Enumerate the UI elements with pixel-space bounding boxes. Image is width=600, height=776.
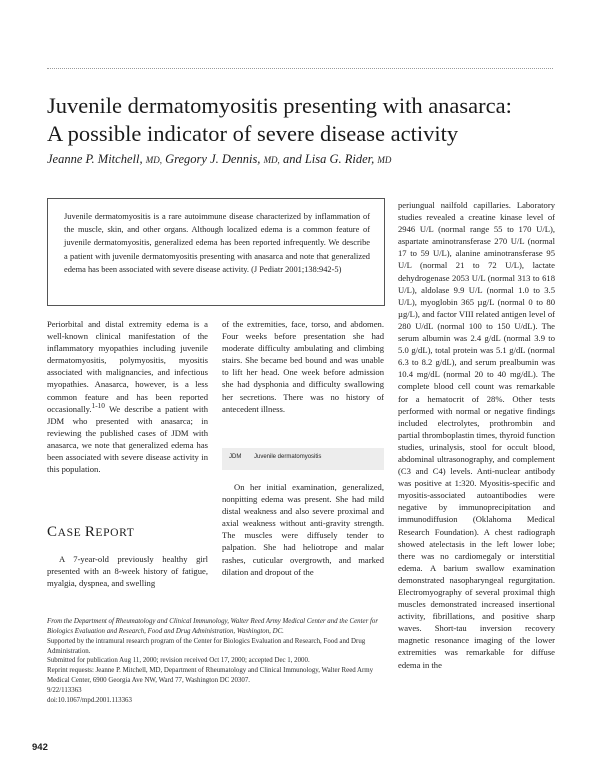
- article-title: [47, 92, 567, 148]
- title-line-1: Juvenile dermatomyositis presenting with anasarca:: [47, 93, 512, 118]
- abstract-text: Juvenile dermatomyositis is a rare autoimmune disease characterized by inflammation of the muscle, skin, and other organs. Although localized edema is a common feature of juvenile dermatomyositis, generalized edema has been reported infrequently. We describe a patient with juvenile dermatomyositis presenting with anasarca and note that generalized edema has been associated with severe disease activity. (J Pediatr 2001;138:942-5): [64, 212, 370, 274]
- abbreviation-definition: Juvenile dermatomyositis: [254, 454, 322, 460]
- header-rule: [47, 68, 553, 69]
- author-degree: MD: [377, 155, 392, 165]
- author-degree: MD,: [145, 155, 162, 165]
- title-line-2: A possible indicator of severe disease activity: [47, 121, 459, 146]
- section-heading-case-report: CASE REPORT: [47, 524, 135, 540]
- citation-superscript: 1-10: [91, 400, 105, 410]
- author-name: Jeanne P. Mitchell,: [47, 152, 143, 166]
- footnote-submitted: Submitted for publication Aug 11, 2000; revision received Oct 17, 2000; accepted Dec 1, 2000.: [47, 657, 310, 665]
- column-2-paragraph-1: of the extremities, face, torso, and abdomen. Four weeks before presentation she had moderate difficulty ambulating and climbing stairs. She became bed bound and was unable to lift her head. One week before admission she had dysphonia and difficulty swallowing her secretions. There was no history of antecedent illness.: [222, 319, 384, 414]
- footnote-support: Supported by the intramural research program of the Center for Biologics Evaluation and Research, Food and Drug Administration.: [47, 637, 366, 655]
- footnote-reprint: Reprint requests: Jeanne P. Mitchell, MD, Department of Rheumatology and Clinical Immunology, Walter Reed Army Medical Center, 6900 Georgia Ave NW, Ward 77, Washington DC 20307.: [47, 667, 374, 685]
- author-degree: MD,: [263, 155, 280, 165]
- author-name: and Lisa G. Rider,: [282, 152, 375, 166]
- page-number: 942: [32, 742, 48, 753]
- footnote-code: 9/22/113363: [47, 686, 82, 694]
- intro-text-part2: We describe a patient with JDM who presented with anasarca; in reviewing the published cases of JDM with anasarca, we note that generalized edema has been associated with severe disease activity in this population.: [47, 403, 208, 475]
- abbreviation-term: JDM: [229, 454, 242, 460]
- footnotes: [47, 617, 385, 706]
- case-paragraph: A 7-year-old previously healthy girl presented with an 8-week history of fatigue, myalgia, dyspnea, and swelling: [47, 554, 208, 589]
- column-3-text: periungual nailfold capillaries. Laboratory studies revealed a creatine kinase level of 2946 U/L (normal range 55 to 170 U/L), aspartate aminotransferase 270 U/L (normal 17 to 59 U/L), alanine aminotransferase 95 U/L (normal 21 to 72 U/L), lactate dehydrogenase 2053 U/L (normal 313 to 618 U/L), aldolase 9.9 U/L (normal 1.0 to 3.5 U/L), myoglobin 365 µg/L (normal 0 to 80 µg/L), and factor VIII related antigen level of 280 U/dL (normal 100 to 150 U/dL). The serum albumin was 2.4 g/dL (normal 3.9 to 5.0 g/dL), total protein was 5.1 g/dL (normal 6.3 to 8.2 g/dL), and serum prealbumin was 10.4 mg/dL (normal 20 to 40 mg/dL). The complete blood cell count was remarkable for a hematocrit of 28%. Other tests performed with normal or negative findings included electrolytes, prothrombin and partial thromboplastin times, thyroid function studies, urinalysis, stool for occult blood, abdominal ultrasonography, and complement (C3 and C4) levels. Anti-nuclear antibody was positive at 1:320. Myositis-specific and myositis-associated autoantibodies were negative by immunoprecipitation and immunodiffusion (Oklahoma Medical Research Foundation). A chest radiograph showed atelectasis in the left lower lobe; there was no cardiomegaly or interstitial edema. A barium swallow examination demonstrated nasopharyngeal regurgitation. Electromyography of several proximal thigh muscles demonstrated increased insertional activity, fibrillations, and positive sharp waves. Short-tau inversion recovery magnetic resonance imaging of the lower extremities was remarkable for diffuse edema in the: [398, 200, 555, 670]
- column-2-paragraph-2: On her initial examination, generalized, nonpitting edema was present. She had mild distal weakness and also severe proximal and axial weakness without anti-gravity strength. The muscles were diffusely tender to palpation. She had heliotrope and malar rashes, cuticular overgrowth, and marked dilation and dropout of the: [222, 482, 384, 577]
- footnote-doi: doi:10.1067/mpd.2001.113363: [47, 696, 132, 704]
- intro-paragraph: [47, 318, 208, 475]
- footnote-affiliation: From the Department of Rheumatology and Clinical Immunology, Walter Reed Army Medical Center and the Center for Biologics Evaluation and Research, Food and Drug Administration, Washington, DC.: [47, 618, 379, 635]
- intro-text-part1: Periorbital and distal extremity edema is a well-known clinical manifestation of the inflammatory myopathies including juvenile dermatomyositis, polymyositis, myositis associated with malignancies, and infectious myopathies. Anasarca, however, is a less common feature and has been reported occasionally.: [47, 319, 208, 414]
- abstract-box: [47, 198, 385, 306]
- author-list: [47, 152, 391, 167]
- abbreviation-box: [222, 448, 384, 470]
- author-name: Gregory J. Dennis,: [165, 152, 261, 166]
